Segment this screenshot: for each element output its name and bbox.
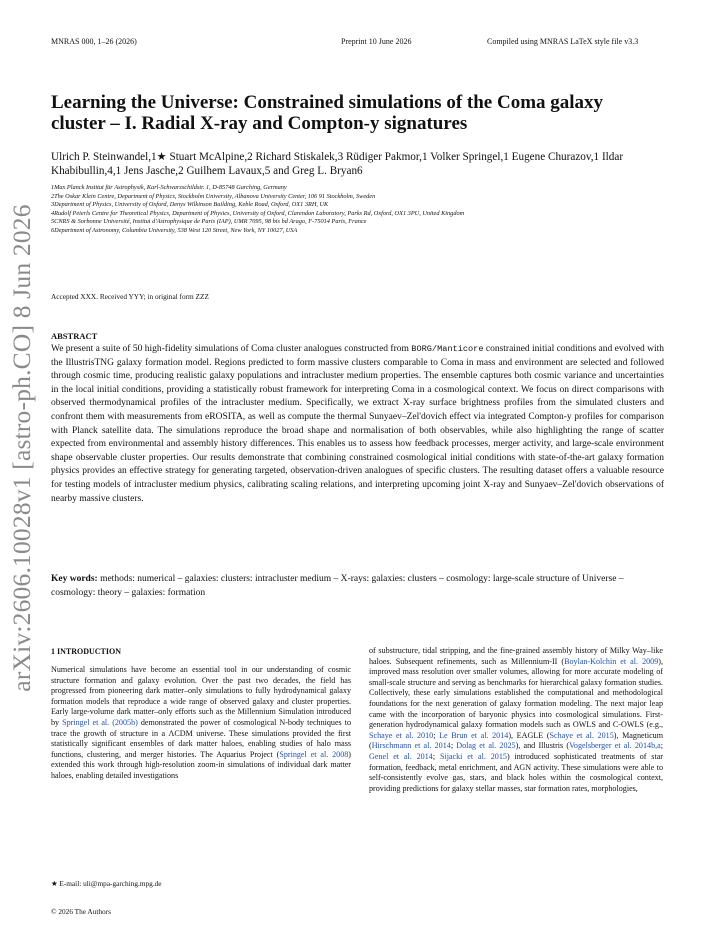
accepted-note: Accepted XXX. Received YYY; in original form ZZZ: [51, 292, 209, 301]
citation-link[interactable]: Schaye et al. 2010: [369, 730, 434, 740]
arxiv-identifier: arXiv:2606.10028v1 [astro-ph.CO] 8 Jun 2026: [7, 204, 36, 692]
intro-text: Numerical simulations have become an essential tool in our understanding of cosmic structure formation and galaxy evolution. Over the past two decades, the field has progressed from pioneering dark matter–only simulations to fully hydrodynamical galaxy formation models that reproduce a wide range of observed galaxy and cluster properties. Early large-volume dark matter–only efforts such as the Millennium Simulation introduced by: [51, 665, 351, 727]
abstract-body: [51, 343, 664, 506]
intro-text: ;: [450, 741, 457, 751]
citation-link[interactable]: Sijacki et al. 2015: [439, 751, 507, 761]
header-preprint-date: Preprint 10 June 2026: [341, 37, 412, 46]
abstract-code-name: BORG/Manticore: [411, 344, 484, 354]
keywords-text: methods: numerical – galaxies: clusters: intracluster medium – X-rays: galaxies: clusters – cosmology: large-scale structure of Universe – cosmology: theory – galaxies: formation: [51, 574, 624, 598]
affiliation-3: 3Department of Physics, University of Oxford, Denys Wilkinson Building, Keble Road, Oxford, OX1 3RH, UK: [51, 201, 329, 209]
citation-link[interactable]: Vogelsberger et al. 2014b,a: [569, 741, 661, 751]
section-heading-introduction: 1 INTRODUCTION: [51, 647, 122, 656]
footnote-email: ★ E-mail: uli@mpa-garching.mpg.de: [51, 879, 162, 888]
intro-text: of substructure, tidal stripping, and the fine-grained assembly history of Milky Way–like haloes. Subsequent refinements, such as Millennium-II (: [369, 646, 663, 666]
citation-link[interactable]: Schaye et al. 2015: [549, 730, 614, 740]
intro-text: ), Magneticum (: [369, 730, 664, 751]
header-style-note: Compiled using MNRAS LaTeX style file v3.3: [487, 37, 639, 46]
citation-link[interactable]: Genel et al. 2014: [369, 751, 433, 761]
intro-left-column: [51, 665, 351, 782]
copyright-notice: © 2026 The Authors: [51, 907, 111, 916]
keywords: [51, 573, 664, 600]
keywords-label: Key words:: [51, 574, 98, 584]
abstract-heading: ABSTRACT: [51, 331, 98, 341]
affiliation-4: 4Rudolf Peierls Centre for Theoretical Physics, Department of Physics, University of Oxford, Clarendon Laboratory, Parks Rd, Oxford, OX1 3PU, United Kingdom: [51, 209, 465, 217]
citation-link[interactable]: Boylan-Kolchin et al. 2009: [564, 656, 659, 666]
paper-title: Learning the Universe: Constrained simulations of the Coma galaxy cluster – I. Radial X-ray and Compton-y signatures: [51, 92, 604, 134]
affiliation-1: 1Max Planck Institut für Astrophysik, Karl-Schwarzschildstr. 1, D-85748 Garching, Germany: [51, 184, 287, 191]
citation-link[interactable]: Springel et al. (2005b): [62, 717, 138, 727]
citation-link[interactable]: Hirschmann et al. 2014: [371, 741, 451, 751]
affiliation-2: 2The Oskar Klein Centre, Department of Physics, Stockholm University, Albanova University Center, 106 91 Stockholm, Sweden: [51, 192, 376, 200]
intro-right-column: [369, 646, 663, 794]
citation-link[interactable]: Dolag et al. 2025: [456, 741, 516, 751]
intro-text: ), improved mass resolution over smaller volumes, allowing for more accurate modeling of small-scale structure and serving as benchmarks for hierarchical galaxy formation studies. Collectively, these early simulations established the computational and methodological foundations for the next generation of galaxy formation modeling. The next major leap came with the incorporation of baryonic physics into cosmological simulations. First-generation hydrodynamical galaxy formation models such as OWLS and C-OWLS (e.g.,: [369, 656, 663, 730]
arxiv-sidebar: [2, 204, 42, 692]
citation-link[interactable]: Le Brun et al. 2014: [439, 730, 509, 740]
intro-text: ), and Illustris (: [515, 741, 570, 751]
intro-text: demonstrated the power of cosmological N-body techniques to trace the growth of structure in a ΛCDM universe. These simulations provided the first statistically significant ensembles of dark matter haloes, enabling studies of halo mass functions, clustering, and merger histories. The Aquarius Project (: [51, 717, 351, 759]
affiliation-5: 5CNRS & Sorbonne Université, Institut d'Astrophysique de Paris (IAP), UMR 7095, 98 bis bd Arago, F-75014 Paris, France: [51, 218, 367, 226]
intro-text: ;: [660, 741, 663, 751]
intro-text: ) extended this work through high-resolution zoom-in simulations of individual dark matter haloes, enabling detailed investigations: [51, 749, 351, 780]
affiliation-6: 6Department of Astronomy, Columbia University, 538 West 120 Street, New York, NY 10027, USA: [51, 226, 298, 234]
citation-link[interactable]: Springel et al. 2008: [279, 749, 349, 759]
abstract-text-start: We present a suite of 50 high-fidelity simulations of Coma cluster analogues constructed from: [51, 344, 412, 354]
abstract-text-rest: constrained initial conditions and evolved with the IllustrisTNG galaxy formation model. Regions predicted to form massive clusters comparable to Coma in mass and environment are selected and followed through cosmic time, producing realistic galaxy populations and intracluster medium properties. The ensemble captures both cosmic variance and uncertainties in the local initial conditions, providing a statistically robust framework for interpreting Coma in a cosmological context. We focus on direct comparisons with observed thermodynamical profiles of the intracluster medium. Specifically, we extract X-ray surface brightness profiles from the simulated clusters and confront them with measurements from eROSITA, as well as compute the thermal Sunyaev–Zel'dovich effect via integrated Compton-y profiles for comparison with Planck satellite data. The simulations reproduce the broad shape and normalisation of both observables, while also highlighting the range of scatter expected from environmental and assembly history differences. This enables us to assess how feedback processes, merger activity, and large-scale environment shape observable cluster properties. Our results demonstrate that combining constrained cosmological initial conditions with state-of-the-art galaxy formation physics provides an effective strategy for generating targeted, observation-driven analogues of specific clusters. The resulting dataset offers a valuable resource for testing models of intracluster medium physics, calibrating scaling relations, and interpreting upcoming joint X-ray and Sunyaev–Zel'dovich observations of nearby massive clusters.: [51, 344, 664, 504]
affiliations: [51, 184, 721, 236]
intro-text: ;: [432, 751, 440, 761]
intro-text: ;: [433, 730, 440, 740]
intro-text: ), EAGLE (: [508, 730, 550, 740]
header-journal: MNRAS 000, 1–26 (2026): [51, 37, 137, 46]
author-list: Ulrich P. Steinwandel,1★ Stuart McAlpine,2 Richard Stiskalek,3 Rüdiger Pakmor,1 Volker Springel,1 Eugene Churazov,1 Ildar Khabibullin,4,1 Jens Jasche,2 Guilhem Lavaux,5 and Greg L. Bryan6: [51, 151, 624, 177]
intro-text: ) introduced sophisticated treatments of star formation, feedback, metal enrichment, and AGN activity. These simulations were able to self-consistently evolve gas, stars, and black holes within the cosmological context, providing predictions for galaxy stellar masses, star formation rates, morphologies,: [369, 751, 663, 793]
